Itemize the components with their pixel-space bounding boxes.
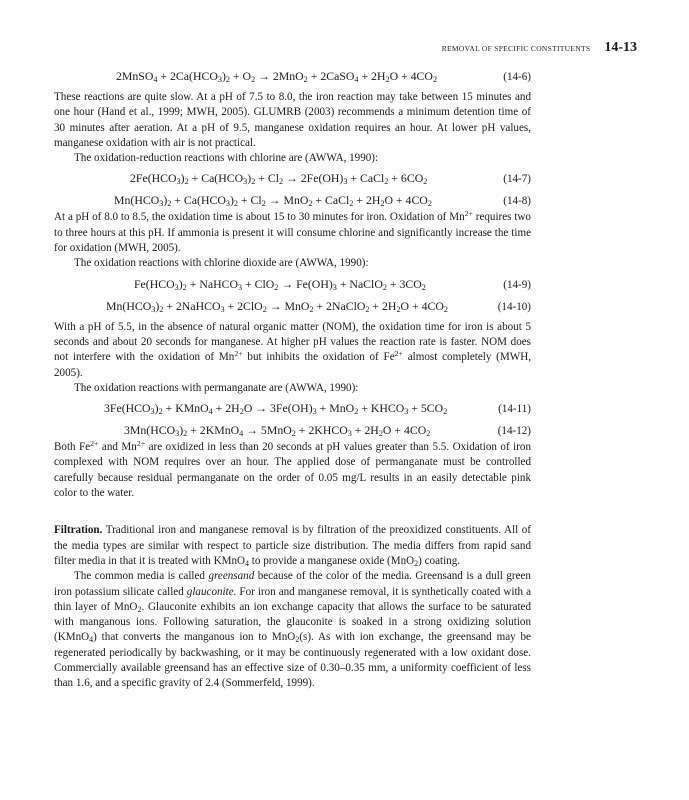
equation-number: (14-6) [503,71,531,83]
equation-term: + 2H [358,69,386,83]
equation-term: + 2CaSO [307,69,355,83]
paragraph-chlorine-intro: The oxidation-reduction reactions with chlorine are (AWWA, 1990): [74,152,379,165]
paragraph-chlorine-time: At a pH of 8.0 to 8.5, the oxidation time is about 15 to 30 minutes for iron. Oxidation of $Mn^{2+}$ requires two to three hours at this pH. If ammonia is present it will consume chlorine and significantly increase the time for oxidation (MWH, 2005). [54,209,531,255]
equation-subscript: 2 [159,304,164,314]
body-text [54,68,531,692]
equation-subscript: 2 [184,177,189,187]
equation-14-9 [54,276,531,294]
equation-term: ) [229,193,234,208]
equation-subscript: 3 [225,199,230,209]
equation-term: O + 4CO [382,423,427,438]
equation-14-7 [54,170,531,188]
equation-term: ) [154,401,159,416]
equation-term: → 5MnO [243,423,292,438]
equation-subscript: 2 [443,304,448,314]
equation-term: + 2H [353,193,381,208]
equation-subscript: 2 [291,429,296,439]
equation-term: + KMnO [162,401,209,416]
equation-subscript: 3 [237,282,243,292]
equation-term: 3Mn(HCO [124,423,176,438]
equation-subscript: 2 [308,199,313,209]
equation-term: ) [221,69,226,83]
equation-term: + 6CO [388,171,424,186]
equation-subscript: 3 [243,177,248,187]
equation-term: ) [155,298,160,313]
equation-term: → MnO [266,298,310,313]
equation-term: O + 4CO [384,193,428,208]
equation-term: O + 4CO [400,298,444,313]
equation-term: + 2NaHCO [163,298,221,313]
equation-term: ) [179,423,184,438]
equation-term: + CaCl [347,171,385,186]
equation-expression [54,298,483,315]
equation-14-12 [54,422,531,440]
equation-term: + Cl [237,193,262,208]
equation-term: + MnO [316,401,355,416]
equation-subscript: 2 [309,304,314,314]
equation-subscript: 2 [278,177,284,187]
equation-number: (14-7) [503,173,531,186]
equation-subscript: 2 [225,75,230,84]
equation-expression [54,192,483,209]
equation-subscript: 2 [349,199,354,209]
equation-subscript: 3 [404,407,409,417]
equation-subscript: 2 [233,199,238,209]
page-number: 14-13 [604,40,637,55]
equation-subscript: 2 [167,199,172,209]
equation-subscript: 2 [423,177,428,187]
equation-term: Mn(HCO [114,193,160,208]
equation-term: + 2KMnO [187,423,240,438]
equation-term: + 2NaClO [313,298,366,313]
equation-subscript: 2 [354,407,359,417]
equation-term: ) [163,193,168,208]
equation-term: → 2Fe(OH) [283,171,344,186]
equation-subscript: 2 [262,304,267,314]
equation-term: ) [180,171,185,186]
equation-number: (14-9) [503,278,531,291]
equation-14-8 [54,192,531,210]
equation-subscript: 3 [347,429,352,439]
equation-subscript: 2 [426,429,431,439]
paragraph-permanganate-time: Both $Fe^{2+}$ and $Mn^{2+}$ are oxidized in less than 20 seconds at pH values greater than 5.5. Oxidation of iron complexed with NOM requires over an hour. The applied dose of permanganate must be controlled carefully because residual permanganate on the order of 0.05 mg/L results in an easily detectable pink color to the water. [54,439,531,500]
equation-term: + 2ClO [224,298,263,313]
paragraph-reaction-speed: These reactions are quite slow. At a pH of 7.5 to 8.0, the iron reaction may take between 15 minutes and one hour (Hand et al., 1999; MWH, 2005). GLUMRB (2003) recommends a minimum detention time of 30 minutes after aeration. At a pH of 9.5, manganese oxidation requires an hour. At lower pH values, manganese oxidation with air is not practical. [54,91,531,149]
running-head [442,40,637,56]
equation-subscript: 2 [251,177,256,187]
equation-subscript: 2 [385,75,390,84]
equation-subscript: 2 [251,75,256,84]
equation-subscript: 4 [153,75,158,84]
equation-term: Fe(HCO [134,276,175,291]
equation-subscript: 2 [421,282,426,292]
equation-subscript: 2 [427,199,432,209]
equation-subscript: 4 [354,75,359,84]
equation-subscript: 2 [378,429,383,439]
equation-subscript: 3 [217,75,222,84]
equation-term: ) [247,171,252,186]
equation-subscript: 2 [274,282,279,292]
equation-number: (14-11) [498,403,531,416]
equation-subscript: 3 [332,282,337,292]
equation-term: → Fe(OH) [278,276,333,291]
equation-subscript: 3 [176,177,181,187]
equation-subscript: 4 [239,429,244,439]
equation-14-6 [54,68,531,86]
paragraph-chlorine-dioxide-time: With a pH of 5.5, in the absence of natural organic matter (NOM), the oxidation time for iron is about 5 seconds and about 20 seconds for manganese. At higher pH values the reaction rate is faster. NOM does not interfere with the oxidation of $Mn^{2+}$ but inhibits the oxidation of $Fe^{2+}$ almost completely (MWH, 2005). [54,320,531,379]
equation-term: + 2H [351,423,379,438]
equation-term: Mn(HCO [106,298,152,313]
equation-term: + CaCl [312,193,350,208]
equation-subscript: 2 [382,282,387,292]
equation-term: + 5CO [408,401,444,416]
equation-subscript: 3 [150,407,155,417]
paragraph-permanganate-intro: The oxidation reactions with permanganate are (AWWA, 1990): [74,381,359,394]
paragraph-chlorine-dioxide-intro: The oxidation reactions with chlorine dioxide are (AWWA, 1990): [74,257,369,270]
equation-expression [54,400,483,417]
equation-term: 3Fe(HCO [104,401,151,416]
equation-term: + 2Ca(HCO [157,69,218,83]
equation-number: (14-10) [497,300,531,313]
equation-subscript: 2 [239,407,244,417]
equation-term: + KHCO [358,401,405,416]
equation-term: + NaHCO [186,276,238,291]
equation-term: → 2MnO [255,69,304,83]
running-title: REMOVAL OF SPECIFIC CONSTITUENTS [441,44,591,53]
equation-term: + Cl [255,171,279,186]
equation-subscript: 2 [443,407,448,417]
equation-expression [54,422,483,439]
paragraph-greensand: The common media is called greensand because of the color of the media. Greensand is a dull green iron potassium silicate called glauconite. For iron and manganese removal, it is synthetically coated with a thin layer of MnO$_2$. Glauconite exhibits an ion exchange capacity that allows the surface to be saturated with manganous ions. Following saturation, the glauconite is soaked in a strong oxidizing solution (KMnO$_4$) that converts the manganous ion to MnO$_2$(s). As with ion exchange, the greensand may be regenerated periodically by backwashing, or it may be continuously regenerated with a low oxidant dose. Commercially available greensand has an effective size of 0.30–0.35 mm, a uniformity coefficient of less than 1.6, and a specific gravity of 2.4 (Sommerfeld, 1999). [54,570,532,690]
equation-subscript: 3 [174,282,179,292]
equation-subscript: 2 [303,75,308,84]
equation-14-10 [54,298,531,316]
equation-term: ) [178,276,183,291]
equation-subscript: 2 [380,199,385,209]
equation-term: + NaClO [336,276,383,291]
equation-subscript: 3 [312,407,317,417]
equation-subscript: 2 [182,282,187,292]
equation-term: + ClO [242,276,275,291]
equation-subscript: 2 [183,429,188,439]
equation-term: 2MnSO [116,69,154,83]
equation-term: + Ca(HCO [171,193,226,208]
equation-subscript: 2 [158,407,163,417]
equation-term: + O [229,69,252,83]
equation-term: O → 3Fe(OH) [243,401,313,416]
equation-term: + 2H [369,298,397,313]
equation-term: + Ca(HCO [188,171,244,186]
equation-subscript: 3 [159,199,164,209]
filtration-heading: Filtration. [54,524,103,537]
equation-number: (14-12) [497,425,531,438]
equation-subscript: 3 [175,429,180,439]
equation-subscript: 2 [384,177,389,187]
equation-subscript: 2 [261,199,266,209]
equation-expression [54,170,483,187]
equation-expression [54,276,483,293]
paragraph-filtration: Filtration. Traditional iron and manganese removal is by filtration of the preoxidized constituents. All of the media types are similar with respect to particle size distribution. The media differs from rapid sand filter media in that it is treated with KMnO$_4$ to provide a manganese oxide (MnO$_2$) coating. [54,524,531,568]
equation-term: O + 4CO [389,69,433,83]
equation-subscript: 3 [151,304,156,314]
equation-term: → MnO [265,193,309,208]
equation-number: (14-8) [503,195,531,208]
equation-subscript: 2 [432,75,438,84]
equation-subscript: 4 [208,407,213,417]
equation-term: + 3CO [386,276,422,291]
equation-expression [54,68,483,85]
equation-subscript: 2 [396,304,401,314]
equation-subscript: 3 [343,177,348,187]
equation-14-11 [54,400,531,418]
equation-subscript: 2 [365,304,370,314]
equation-term: + 2H [212,401,240,416]
equation-subscript: 3 [220,304,225,314]
equation-term: + 2KHCO [295,423,348,438]
equation-term: 2Fe(HCO [130,171,177,186]
